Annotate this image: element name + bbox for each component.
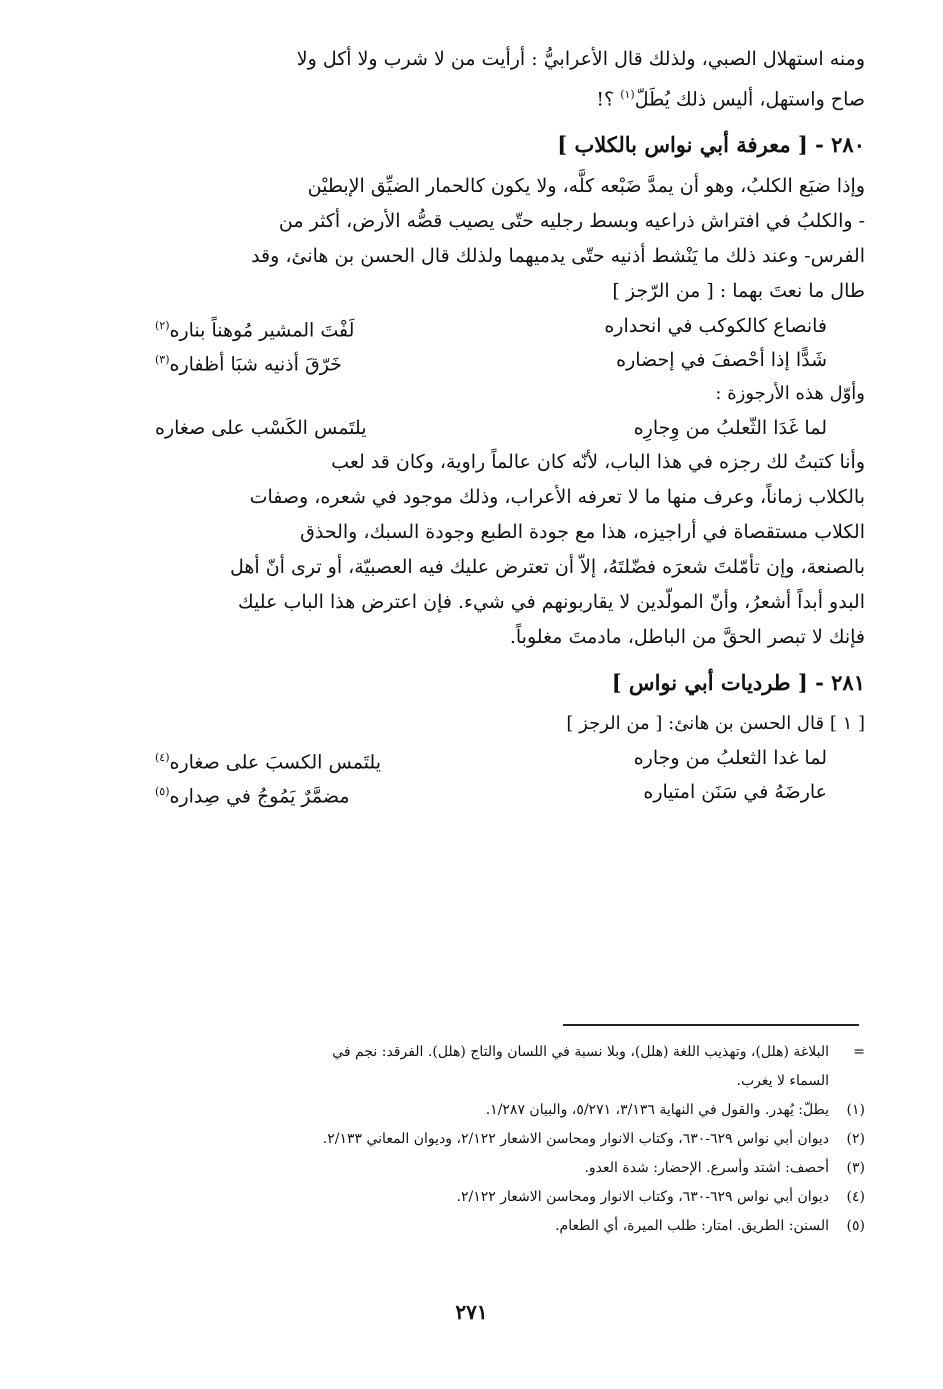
footnote-number: (٣) xyxy=(846,1160,865,1176)
section-281-label: [ ١ ] قال الحسن بن هانئ: [ من الرجز ] xyxy=(566,713,865,735)
footnote xyxy=(95,1096,865,1125)
intro-end: ؟! xyxy=(596,88,621,111)
verse xyxy=(95,343,865,377)
intro-line-2 xyxy=(95,77,865,117)
footnote-number: (١) xyxy=(846,1102,865,1118)
paragraph-line: الفرس- وعند ذلك ما يَنْشط أذنيه حتّى يدميهما ولذلك قال الحسن بن هانئ، وقد xyxy=(251,245,865,268)
footnote xyxy=(95,1154,865,1183)
paragraph-line: بالصنعة، وإن تأمّلتَ شعرَه فضّلتَهُ، إلاّ أن تعترض عليك فيه العصبيّة، أو ترى أنّ أهل xyxy=(229,556,865,579)
footnote-number: (٢) xyxy=(846,1131,865,1147)
footnote xyxy=(95,1038,865,1067)
intro-line-1: ومنه استهلال الصبي، ولذلك قال الأعرابيُّ : أرأيت من لا شرب ولا أكل ولا xyxy=(296,48,865,70)
paragraph-line: البدو أبداً أشعرُ، وأنّ المولّدين لا يقاربونهم في شيء. فإن اعترض هذا الباب عليك xyxy=(238,591,865,614)
verse xyxy=(95,775,865,809)
verse-second-hemistich xyxy=(155,741,381,775)
paragraph-line: بالكلاب زماناً، وعرف منها ما لا تعرفه الأعراب، وذلك موجود في شعره، وصفات xyxy=(249,486,865,509)
hemistich-text: لَفْتَ المشير مُوهناً بناره xyxy=(169,319,355,342)
footnote-number: (٥) xyxy=(846,1218,865,1234)
verse-second-hemistich xyxy=(155,309,354,343)
main-text xyxy=(95,42,865,809)
footnote-number: (٤) xyxy=(846,1189,865,1205)
footnote-text: يطلّ: يُهدر. والقول في النهاية ٣/١٣٦، ٥/٢٧١، والبيان ١/٢٨٧. xyxy=(485,1102,829,1118)
paragraph-line: وإذا ضبَع الكلبُ، وهو أن يمدَّ ضَبْعه كلَّه، ولا يكون كالحمار الضيِّق الإبطيْن xyxy=(307,175,865,198)
verse-first-hemistich: فانصاع كالكوكب في انحداره xyxy=(604,315,827,338)
footnote-text: السماء لا يغرب. xyxy=(736,1073,829,1089)
footnote-ref-5: (٥) xyxy=(155,785,170,799)
hemistich-text: يلتَمس الكسبَ على صغاره xyxy=(169,751,382,774)
footnote-divider xyxy=(563,1024,859,1026)
verse-first-hemistich: شَدًّا إذا أحْصفَ في إحضاره xyxy=(616,349,827,372)
footnote-text: ديوان أبي نواس ٦٢٩-٦٣٠، وكتاب الانوار ومحاسن الاشعار ٢/١٢٢، وديوان المعاني ٢/١٣٣. xyxy=(322,1131,829,1147)
footnotes xyxy=(95,1038,865,1241)
footnote-ref-3: (٣) xyxy=(155,353,170,367)
poem-first-label: وأوّل هذه الأرجوزة : xyxy=(715,383,865,405)
footnote xyxy=(95,1067,865,1096)
footnote-text: السنن: الطريق. امتار: طلب الميرة، أي الطعام. xyxy=(555,1218,829,1234)
paragraph-line: - والكلبُ في افتراش ذراعيه وبسط رجليه حتّى يصيب قصُّه الأرض، أكثر من xyxy=(278,210,865,233)
verse-second-hemistich xyxy=(155,343,342,377)
paragraph-line: فإنك لا تبصر الحقَّ من الباطل، مادمتَ مغلوباً. xyxy=(509,626,865,649)
verse-second-hemistich: يلتَمس الكَسْب على صغاره xyxy=(155,417,367,440)
paragraph-line: وأنا كتبتُ لك رجزه في هذا الباب، لأنّه كان عالماً راوية، وكان قد لعب xyxy=(331,451,865,474)
page-number: ٢٧١ xyxy=(455,1300,488,1324)
verse-second-hemistich xyxy=(155,775,350,809)
intro-text: صاح واستهل، أليس ذلك يُطَلّ xyxy=(634,88,865,111)
verse-first-hemistich: لما غَدَا الثّعلبُ من وِجارِه xyxy=(633,417,827,440)
footnote-text: ديوان أبي نواس ٦٢٩-٦٣٠، وكتاب الانوار ومحاسن الاشعار ٢/١٢٢. xyxy=(456,1189,829,1205)
verse-first-hemistich: لما غدا الثعلبُ من وجاره xyxy=(633,747,827,770)
verse xyxy=(95,411,865,445)
hemistich-text: خَرّقَ أذنيه شبَا أظفاره xyxy=(169,353,342,376)
footnote-ref-2: (٢) xyxy=(155,319,170,333)
section-281-heading: ٢٨١ - [ طرديات أبي نواس ] xyxy=(611,670,865,696)
footnote-text: أحصف: اشتد وأسرع. الإحضار: شدة العدو. xyxy=(584,1160,829,1176)
hemistich-text: مضمَّرٌ يَمُوجُ في صِداره xyxy=(169,785,350,808)
footnote-ref-4: (٤) xyxy=(155,751,170,765)
section-280-heading: ٢٨٠ - [ معرفة أبي نواس بالكلاب ] xyxy=(557,132,865,158)
footnote-text: البلاغة (هلل)، وتهذيب اللغة (هلل)، وبلا نسبة في اللسان والتاج (هلل). الفرقد: نجم في xyxy=(332,1044,829,1060)
verse xyxy=(95,741,865,775)
footnote xyxy=(95,1183,865,1212)
verse-first-hemistich: عارضَهُ في سَنَن امتياره xyxy=(643,781,827,804)
footnote xyxy=(95,1125,865,1154)
paragraph-line: طال ما نعتَ بهما : [ من الرّجز ] xyxy=(612,280,865,303)
paragraph-line: الكلاب مستقصاة في أراجيزه، هذا مع جودة الطبع وجودة السبك، والحذق xyxy=(300,521,865,544)
footnote-ref-1: (١) xyxy=(620,88,635,101)
footnote xyxy=(95,1212,865,1241)
verse xyxy=(95,309,865,343)
footnote-number: = xyxy=(853,1044,865,1060)
